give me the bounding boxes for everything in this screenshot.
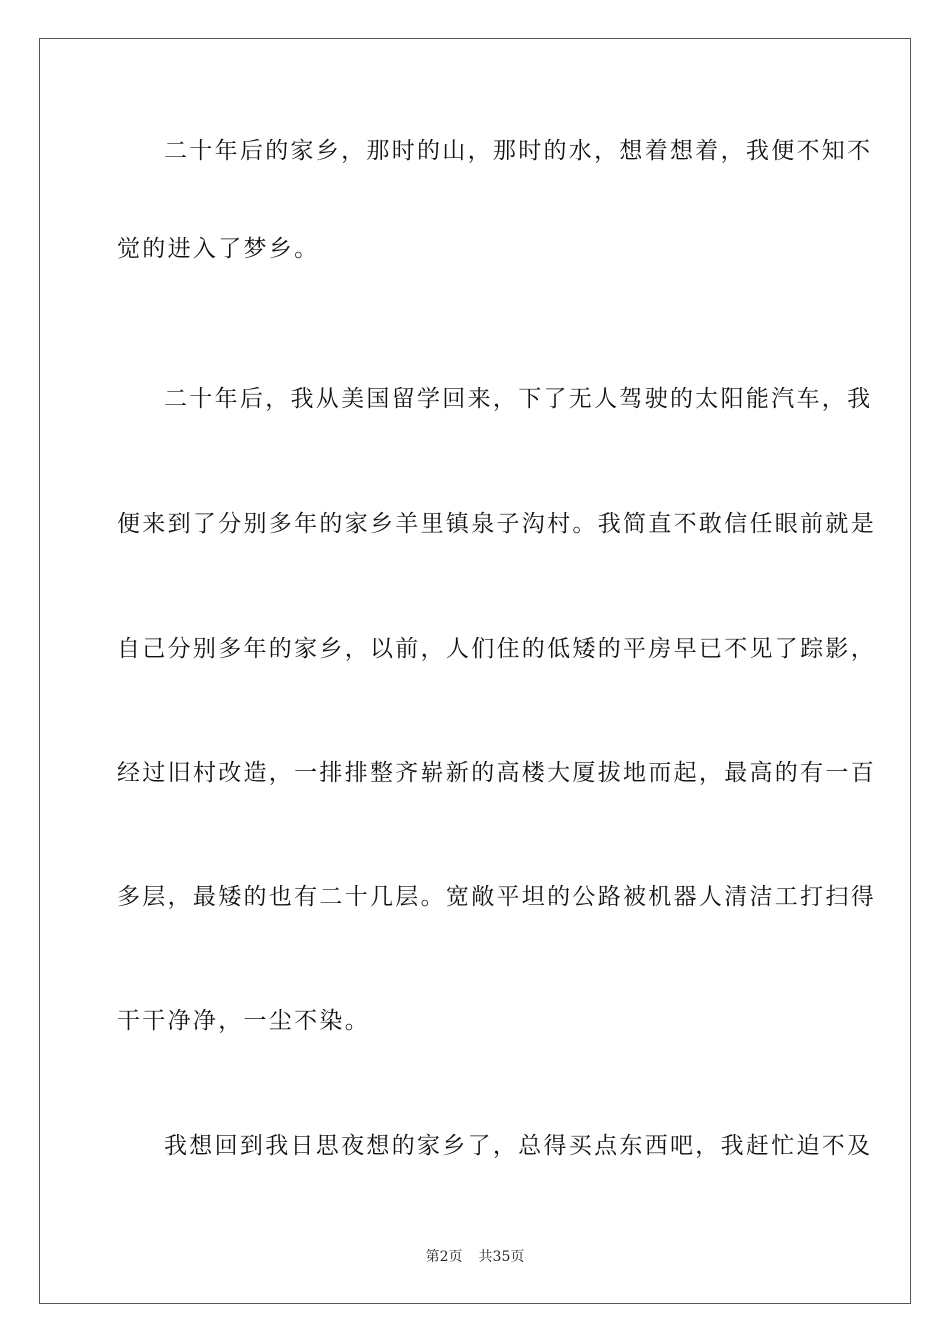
paragraph-2-line-2: 便来到了分别多年的家乡羊里镇泉子沟村。我简直不敢信任眼前就是 — [117, 511, 876, 537]
paragraph-3-line-1: 我想回到我日思夜想的家乡了，总得买点东西吧，我赶忙迫不及 — [164, 1133, 873, 1159]
paragraph-2-line-3: 自己分别多年的家乡，以前，人们住的低矮的平房早已不见了踪影， — [117, 636, 876, 662]
page-footer — [0, 1248, 950, 1266]
page-border — [39, 38, 911, 1304]
page-number: 第2页 — [425, 1249, 463, 1265]
page-total: 共35页 — [478, 1249, 525, 1265]
paragraph-1-line-2: 觉的进入了梦乡。 — [117, 236, 320, 262]
paragraph-2-line-5: 多层，最矮的也有二十几层。宽敞平坦的公路被机器人清洁工打扫得 — [117, 884, 876, 910]
paragraph-2-line-1: 二十年后，我从美国留学回来，下了无人驾驶的太阳能汽车，我 — [164, 386, 873, 412]
paragraph-2-line-4: 经过旧村改造，一排排整齐崭新的高楼大厦拔地而起，最高的有一百 — [117, 760, 876, 786]
paragraph-2-line-6: 干干净净，一尘不染。 — [117, 1008, 370, 1034]
paragraph-1-line-1: 二十年后的家乡，那时的山，那时的水，想着想着，我便不知不 — [164, 138, 873, 164]
